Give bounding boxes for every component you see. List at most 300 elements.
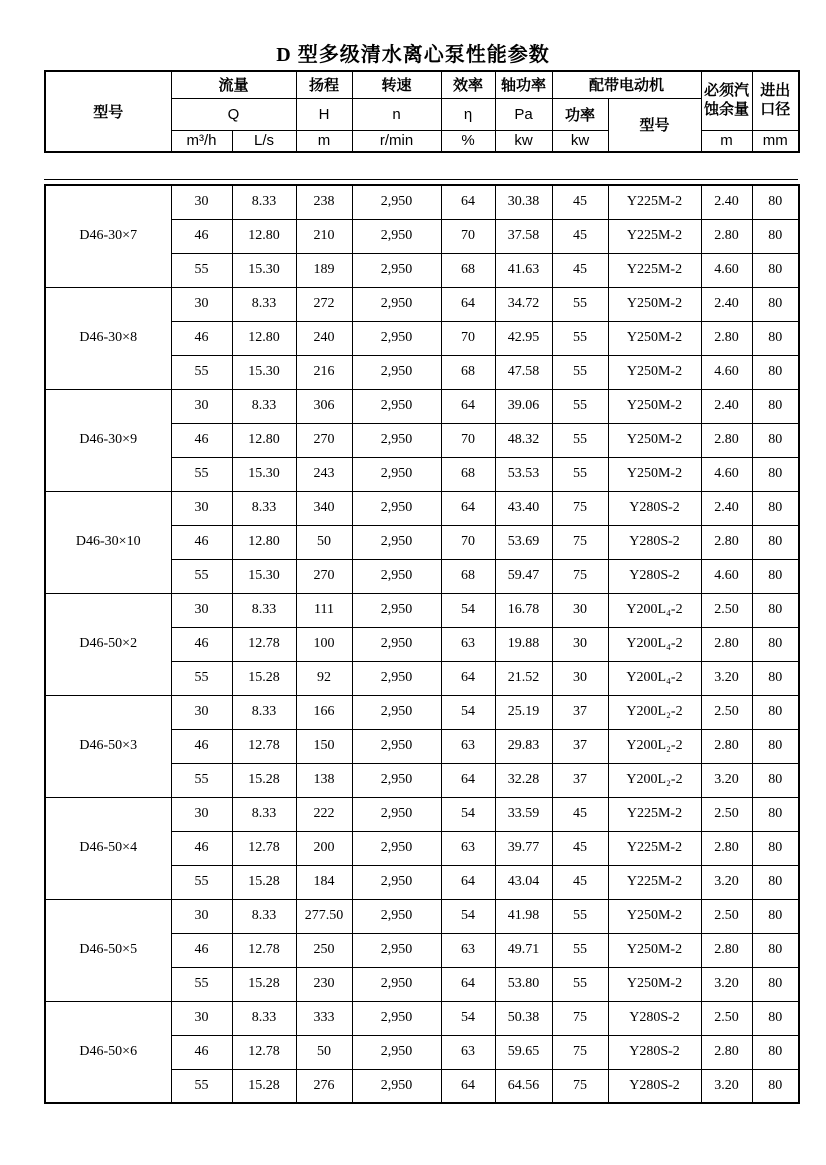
- col-header-motor: 配带电动机: [552, 71, 701, 98]
- col-header-head: 扬程: [296, 71, 352, 98]
- data-cell: 55: [552, 967, 608, 1001]
- data-cell: Y280S-2: [608, 1035, 701, 1069]
- data-cell: 70: [441, 219, 495, 253]
- data-cell: 80: [752, 797, 799, 831]
- data-cell: 41.98: [495, 899, 552, 933]
- data-cell: 270: [296, 559, 352, 593]
- data-cell: 43.40: [495, 491, 552, 525]
- data-cell: 54: [441, 899, 495, 933]
- data-cell: 80: [752, 185, 799, 219]
- data-cell: 2,950: [352, 389, 441, 423]
- table-row: [45, 389, 799, 423]
- data-cell: 75: [552, 1069, 608, 1103]
- data-cell: 2.80: [701, 219, 752, 253]
- data-cell: 2,950: [352, 219, 441, 253]
- data-cell: 12.80: [232, 423, 296, 457]
- data-cell: 45: [552, 219, 608, 253]
- data-cell: 70: [441, 321, 495, 355]
- data-cell: 55: [171, 865, 232, 899]
- data-cell: 2,950: [352, 253, 441, 287]
- data-cell: 80: [752, 899, 799, 933]
- data-cell: Y280S-2: [608, 491, 701, 525]
- data-cell: 4.60: [701, 559, 752, 593]
- data-cell: 8.33: [232, 797, 296, 831]
- data-cell: 63: [441, 627, 495, 661]
- data-cell: 2,950: [352, 763, 441, 797]
- data-cell: 2,950: [352, 797, 441, 831]
- table-row: [45, 899, 799, 933]
- data-cell: 2,950: [352, 423, 441, 457]
- data-cell: 75: [552, 559, 608, 593]
- data-cell: 270: [296, 423, 352, 457]
- data-cell: 80: [752, 729, 799, 763]
- data-cell: 55: [171, 253, 232, 287]
- data-cell: 30: [171, 593, 232, 627]
- col-header-efficiency: 效率: [441, 71, 495, 98]
- flow-unit-m3h: m³/h: [171, 130, 232, 152]
- data-cell: 216: [296, 355, 352, 389]
- data-cell: 2.50: [701, 797, 752, 831]
- page-title: D 型多级清水离心泵性能参数: [276, 44, 550, 66]
- data-cell: 210: [296, 219, 352, 253]
- data-cell: 42.95: [495, 321, 552, 355]
- header-table: [44, 70, 800, 153]
- data-cell: 46: [171, 321, 232, 355]
- data-cell: 4.60: [701, 253, 752, 287]
- data-cell: 8.33: [232, 287, 296, 321]
- data-cell: 80: [752, 967, 799, 1001]
- data-cell: 15.28: [232, 763, 296, 797]
- data-cell: 166: [296, 695, 352, 729]
- head-symbol: H: [296, 98, 352, 130]
- data-cell: 12.78: [232, 729, 296, 763]
- data-cell: Y200L₂-2: [608, 763, 701, 797]
- speed-unit: r/min: [352, 130, 441, 152]
- data-cell: 30: [552, 627, 608, 661]
- pump-model-cell: D46-50×6: [45, 1001, 171, 1103]
- data-cell: 80: [752, 355, 799, 389]
- col-header-flow: 流量: [171, 71, 296, 98]
- data-cell: 12.80: [232, 321, 296, 355]
- data-cell: 2,950: [352, 185, 441, 219]
- data-cell: 100: [296, 627, 352, 661]
- data-cell: 15.28: [232, 661, 296, 695]
- pump-model-cell: D46-30×7: [45, 185, 171, 287]
- data-cell: 41.63: [495, 253, 552, 287]
- data-cell: 45: [552, 185, 608, 219]
- data-cell: 2,950: [352, 661, 441, 695]
- speed-symbol: n: [352, 98, 441, 130]
- data-cell: Y200L₂-2: [608, 729, 701, 763]
- pump-model-cell: D46-50×4: [45, 797, 171, 899]
- data-cell: 2,950: [352, 695, 441, 729]
- data-cell: Y250M-2: [608, 423, 701, 457]
- data-cell: 80: [752, 1069, 799, 1103]
- data-cell: Y280S-2: [608, 1069, 701, 1103]
- data-cell: 15.28: [232, 865, 296, 899]
- data-cell: 63: [441, 933, 495, 967]
- data-cell: 55: [552, 457, 608, 491]
- efficiency-unit: %: [441, 130, 495, 152]
- data-cell: 64: [441, 967, 495, 1001]
- data-cell: 34.72: [495, 287, 552, 321]
- data-cell: 45: [552, 865, 608, 899]
- data-cell: 46: [171, 933, 232, 967]
- data-cell: 238: [296, 185, 352, 219]
- data-cell: 30: [171, 899, 232, 933]
- data-cell: Y250M-2: [608, 321, 701, 355]
- data-cell: 54: [441, 695, 495, 729]
- data-cell: 39.77: [495, 831, 552, 865]
- data-cell: 2.80: [701, 423, 752, 457]
- data-cell: 30: [552, 661, 608, 695]
- data-cell: 2.40: [701, 389, 752, 423]
- data-cell: 30: [171, 797, 232, 831]
- data-cell: 32.28: [495, 763, 552, 797]
- data-cell: 138: [296, 763, 352, 797]
- data-cell: 55: [171, 763, 232, 797]
- data-cell: 2.40: [701, 491, 752, 525]
- data-cell: 33.59: [495, 797, 552, 831]
- data-cell: 80: [752, 627, 799, 661]
- data-cell: 80: [752, 593, 799, 627]
- efficiency-symbol: η: [441, 98, 495, 130]
- data-cell: Y200L₂-2: [608, 695, 701, 729]
- data-cell: 64: [441, 287, 495, 321]
- table-row: [45, 593, 799, 627]
- data-cell: 55: [171, 355, 232, 389]
- data-cell: 111: [296, 593, 352, 627]
- data-table: [44, 184, 800, 1104]
- data-cell: 54: [441, 797, 495, 831]
- shaft-power-symbol: Pa: [495, 98, 552, 130]
- table-row: [45, 1001, 799, 1035]
- data-cell: 30: [171, 1001, 232, 1035]
- data-cell: Y250M-2: [608, 287, 701, 321]
- data-cell: Y280S-2: [608, 525, 701, 559]
- data-cell: Y280S-2: [608, 559, 701, 593]
- data-cell: 2.40: [701, 185, 752, 219]
- data-cell: 75: [552, 1035, 608, 1069]
- data-cell: 70: [441, 525, 495, 559]
- data-cell: 12.78: [232, 1035, 296, 1069]
- data-cell: 37.58: [495, 219, 552, 253]
- data-cell: 59.47: [495, 559, 552, 593]
- data-cell: 2.80: [701, 627, 752, 661]
- data-cell: 80: [752, 1001, 799, 1035]
- data-cell: Y250M-2: [608, 355, 701, 389]
- data-cell: 55: [552, 423, 608, 457]
- data-table-body: [45, 185, 799, 1103]
- data-cell: 2,950: [352, 865, 441, 899]
- data-cell: 2,950: [352, 525, 441, 559]
- data-cell: 8.33: [232, 389, 296, 423]
- data-cell: 3.20: [701, 661, 752, 695]
- data-cell: 54: [441, 1001, 495, 1035]
- data-cell: Y200L₄-2: [608, 593, 701, 627]
- data-cell: 2,950: [352, 967, 441, 1001]
- data-cell: 2.50: [701, 593, 752, 627]
- shaft-power-unit: kw: [495, 130, 552, 152]
- data-cell: Y280S-2: [608, 1001, 701, 1035]
- data-cell: 2,950: [352, 287, 441, 321]
- data-cell: 64: [441, 491, 495, 525]
- data-cell: 16.78: [495, 593, 552, 627]
- data-cell: 80: [752, 865, 799, 899]
- data-cell: 37: [552, 695, 608, 729]
- data-cell: Y250M-2: [608, 389, 701, 423]
- flow-symbol: Q: [171, 98, 296, 130]
- data-cell: Y225M-2: [608, 219, 701, 253]
- data-cell: 75: [552, 1001, 608, 1035]
- table-top-rule: [44, 179, 798, 180]
- data-cell: 200: [296, 831, 352, 865]
- data-cell: 2,950: [352, 457, 441, 491]
- data-cell: 80: [752, 525, 799, 559]
- data-cell: 25.19: [495, 695, 552, 729]
- data-cell: 3.20: [701, 763, 752, 797]
- data-cell: 46: [171, 831, 232, 865]
- data-cell: 2,950: [352, 321, 441, 355]
- port-unit: mm: [752, 130, 799, 152]
- data-cell: 80: [752, 559, 799, 593]
- data-cell: 4.60: [701, 355, 752, 389]
- data-cell: 80: [752, 831, 799, 865]
- col-header-npsh: [701, 71, 752, 130]
- data-cell: 333: [296, 1001, 352, 1035]
- data-cell: Y250M-2: [608, 457, 701, 491]
- data-cell: 49.71: [495, 933, 552, 967]
- data-cell: 55: [171, 967, 232, 1001]
- data-cell: 30: [552, 593, 608, 627]
- data-cell: 55: [171, 457, 232, 491]
- data-cell: 80: [752, 1035, 799, 1069]
- data-cell: 8.33: [232, 593, 296, 627]
- data-cell: Y200L₄-2: [608, 627, 701, 661]
- data-cell: 8.33: [232, 695, 296, 729]
- data-cell: 55: [552, 287, 608, 321]
- data-cell: 2.50: [701, 899, 752, 933]
- pump-model-cell: D46-50×3: [45, 695, 171, 797]
- data-cell: 48.32: [495, 423, 552, 457]
- data-cell: 4.60: [701, 457, 752, 491]
- col-header-model: 型号: [45, 71, 171, 152]
- port-label-line1: 进出: [760, 82, 791, 99]
- data-cell: 150: [296, 729, 352, 763]
- data-cell: 50: [296, 525, 352, 559]
- data-cell: Y225M-2: [608, 253, 701, 287]
- pump-model-cell: D46-30×10: [45, 491, 171, 593]
- data-cell: 2.50: [701, 1001, 752, 1035]
- data-cell: 63: [441, 1035, 495, 1069]
- data-cell: 45: [552, 797, 608, 831]
- data-cell: 59.65: [495, 1035, 552, 1069]
- col-header-speed: 转速: [352, 71, 441, 98]
- data-cell: 12.78: [232, 627, 296, 661]
- npsh-label-line1: 必须汽: [704, 82, 750, 99]
- data-cell: 80: [752, 389, 799, 423]
- data-cell: 12.80: [232, 525, 296, 559]
- data-cell: 46: [171, 627, 232, 661]
- data-cell: 250: [296, 933, 352, 967]
- data-cell: 64.56: [495, 1069, 552, 1103]
- data-cell: 2,950: [352, 729, 441, 763]
- data-cell: 2,950: [352, 355, 441, 389]
- data-cell: 2.80: [701, 831, 752, 865]
- data-cell: 30: [171, 185, 232, 219]
- data-cell: 64: [441, 389, 495, 423]
- data-cell: 12.78: [232, 831, 296, 865]
- data-cell: 92: [296, 661, 352, 695]
- data-cell: 276: [296, 1069, 352, 1103]
- data-cell: 53.69: [495, 525, 552, 559]
- data-cell: 80: [752, 457, 799, 491]
- data-cell: 55: [552, 899, 608, 933]
- data-cell: Y225M-2: [608, 797, 701, 831]
- data-cell: 39.06: [495, 389, 552, 423]
- data-cell: 54: [441, 593, 495, 627]
- data-cell: Y200L₄-2: [608, 661, 701, 695]
- data-cell: 80: [752, 321, 799, 355]
- data-cell: 80: [752, 219, 799, 253]
- data-cell: 2,950: [352, 627, 441, 661]
- data-cell: 15.28: [232, 1069, 296, 1103]
- data-cell: 277.50: [296, 899, 352, 933]
- data-cell: Y225M-2: [608, 185, 701, 219]
- data-cell: 55: [552, 321, 608, 355]
- data-cell: 37: [552, 729, 608, 763]
- pump-model-cell: D46-30×9: [45, 389, 171, 491]
- data-cell: 63: [441, 831, 495, 865]
- data-cell: 2.80: [701, 1035, 752, 1069]
- data-cell: 50: [296, 1035, 352, 1069]
- motor-power-unit: kw: [552, 130, 608, 152]
- data-cell: 55: [171, 661, 232, 695]
- data-cell: 15.30: [232, 559, 296, 593]
- data-cell: 80: [752, 287, 799, 321]
- motor-power-label: 功率: [552, 98, 608, 130]
- data-cell: 55: [171, 1069, 232, 1103]
- data-cell: 8.33: [232, 899, 296, 933]
- npsh-label-line2: 蚀余量: [704, 100, 750, 118]
- data-cell: Y250M-2: [608, 933, 701, 967]
- data-cell: 2,950: [352, 1001, 441, 1035]
- motor-model-label: 型号: [608, 98, 701, 152]
- table-row: [45, 695, 799, 729]
- data-cell: 15.28: [232, 967, 296, 1001]
- table-row: [45, 491, 799, 525]
- data-cell: 64: [441, 661, 495, 695]
- data-cell: 80: [752, 253, 799, 287]
- data-cell: 15.30: [232, 457, 296, 491]
- data-cell: 63: [441, 729, 495, 763]
- data-cell: 55: [552, 933, 608, 967]
- data-cell: 37: [552, 763, 608, 797]
- data-cell: 80: [752, 933, 799, 967]
- data-cell: 2.40: [701, 287, 752, 321]
- data-cell: 46: [171, 219, 232, 253]
- data-cell: 68: [441, 253, 495, 287]
- data-cell: 12.80: [232, 219, 296, 253]
- npsh-unit: m: [701, 130, 752, 152]
- data-cell: 2,950: [352, 1035, 441, 1069]
- data-cell: 184: [296, 865, 352, 899]
- data-cell: 64: [441, 185, 495, 219]
- data-cell: 3.20: [701, 1069, 752, 1103]
- data-cell: 80: [752, 661, 799, 695]
- flow-unit-ls: L/s: [232, 130, 296, 152]
- data-cell: 64: [441, 1069, 495, 1103]
- col-header-port: [752, 71, 799, 130]
- pump-model-cell: D46-30×8: [45, 287, 171, 389]
- data-cell: 75: [552, 525, 608, 559]
- data-cell: 75: [552, 491, 608, 525]
- data-cell: 19.88: [495, 627, 552, 661]
- table-row: [45, 797, 799, 831]
- data-cell: 2,950: [352, 899, 441, 933]
- pump-model-cell: D46-50×5: [45, 899, 171, 1001]
- data-cell: Y250M-2: [608, 967, 701, 1001]
- table-row: [45, 185, 799, 219]
- data-cell: 30: [171, 389, 232, 423]
- data-cell: 2,950: [352, 933, 441, 967]
- data-cell: 15.30: [232, 355, 296, 389]
- col-header-shaft-power: 轴功率: [495, 71, 552, 98]
- data-cell: 46: [171, 525, 232, 559]
- data-cell: 189: [296, 253, 352, 287]
- data-cell: 64: [441, 865, 495, 899]
- data-cell: 3.20: [701, 967, 752, 1001]
- data-cell: 8.33: [232, 491, 296, 525]
- data-cell: Y250M-2: [608, 899, 701, 933]
- data-cell: 30: [171, 287, 232, 321]
- table-row: [45, 287, 799, 321]
- data-cell: 2,950: [352, 559, 441, 593]
- data-cell: 2.80: [701, 321, 752, 355]
- data-cell: 55: [552, 355, 608, 389]
- data-cell: 53.80: [495, 967, 552, 1001]
- data-cell: 64: [441, 763, 495, 797]
- data-cell: 272: [296, 287, 352, 321]
- data-cell: 55: [171, 559, 232, 593]
- data-cell: Y225M-2: [608, 865, 701, 899]
- data-cell: 21.52: [495, 661, 552, 695]
- data-cell: 50.38: [495, 1001, 552, 1035]
- data-cell: 15.30: [232, 253, 296, 287]
- data-cell: 80: [752, 763, 799, 797]
- data-cell: 30.38: [495, 185, 552, 219]
- data-cell: 55: [552, 389, 608, 423]
- data-cell: 2,950: [352, 593, 441, 627]
- data-cell: 80: [752, 423, 799, 457]
- data-cell: 45: [552, 831, 608, 865]
- data-cell: 30: [171, 491, 232, 525]
- head-unit: m: [296, 130, 352, 152]
- data-cell: 53.53: [495, 457, 552, 491]
- data-cell: 2.80: [701, 729, 752, 763]
- data-cell: 3.20: [701, 865, 752, 899]
- data-cell: 8.33: [232, 185, 296, 219]
- data-cell: 8.33: [232, 1001, 296, 1035]
- data-cell: 2,950: [352, 831, 441, 865]
- data-cell: 45: [552, 253, 608, 287]
- data-cell: 68: [441, 559, 495, 593]
- port-label-line2: 口径: [760, 100, 791, 118]
- data-cell: 306: [296, 389, 352, 423]
- data-cell: 29.83: [495, 729, 552, 763]
- data-cell: 46: [171, 729, 232, 763]
- data-cell: 30: [171, 695, 232, 729]
